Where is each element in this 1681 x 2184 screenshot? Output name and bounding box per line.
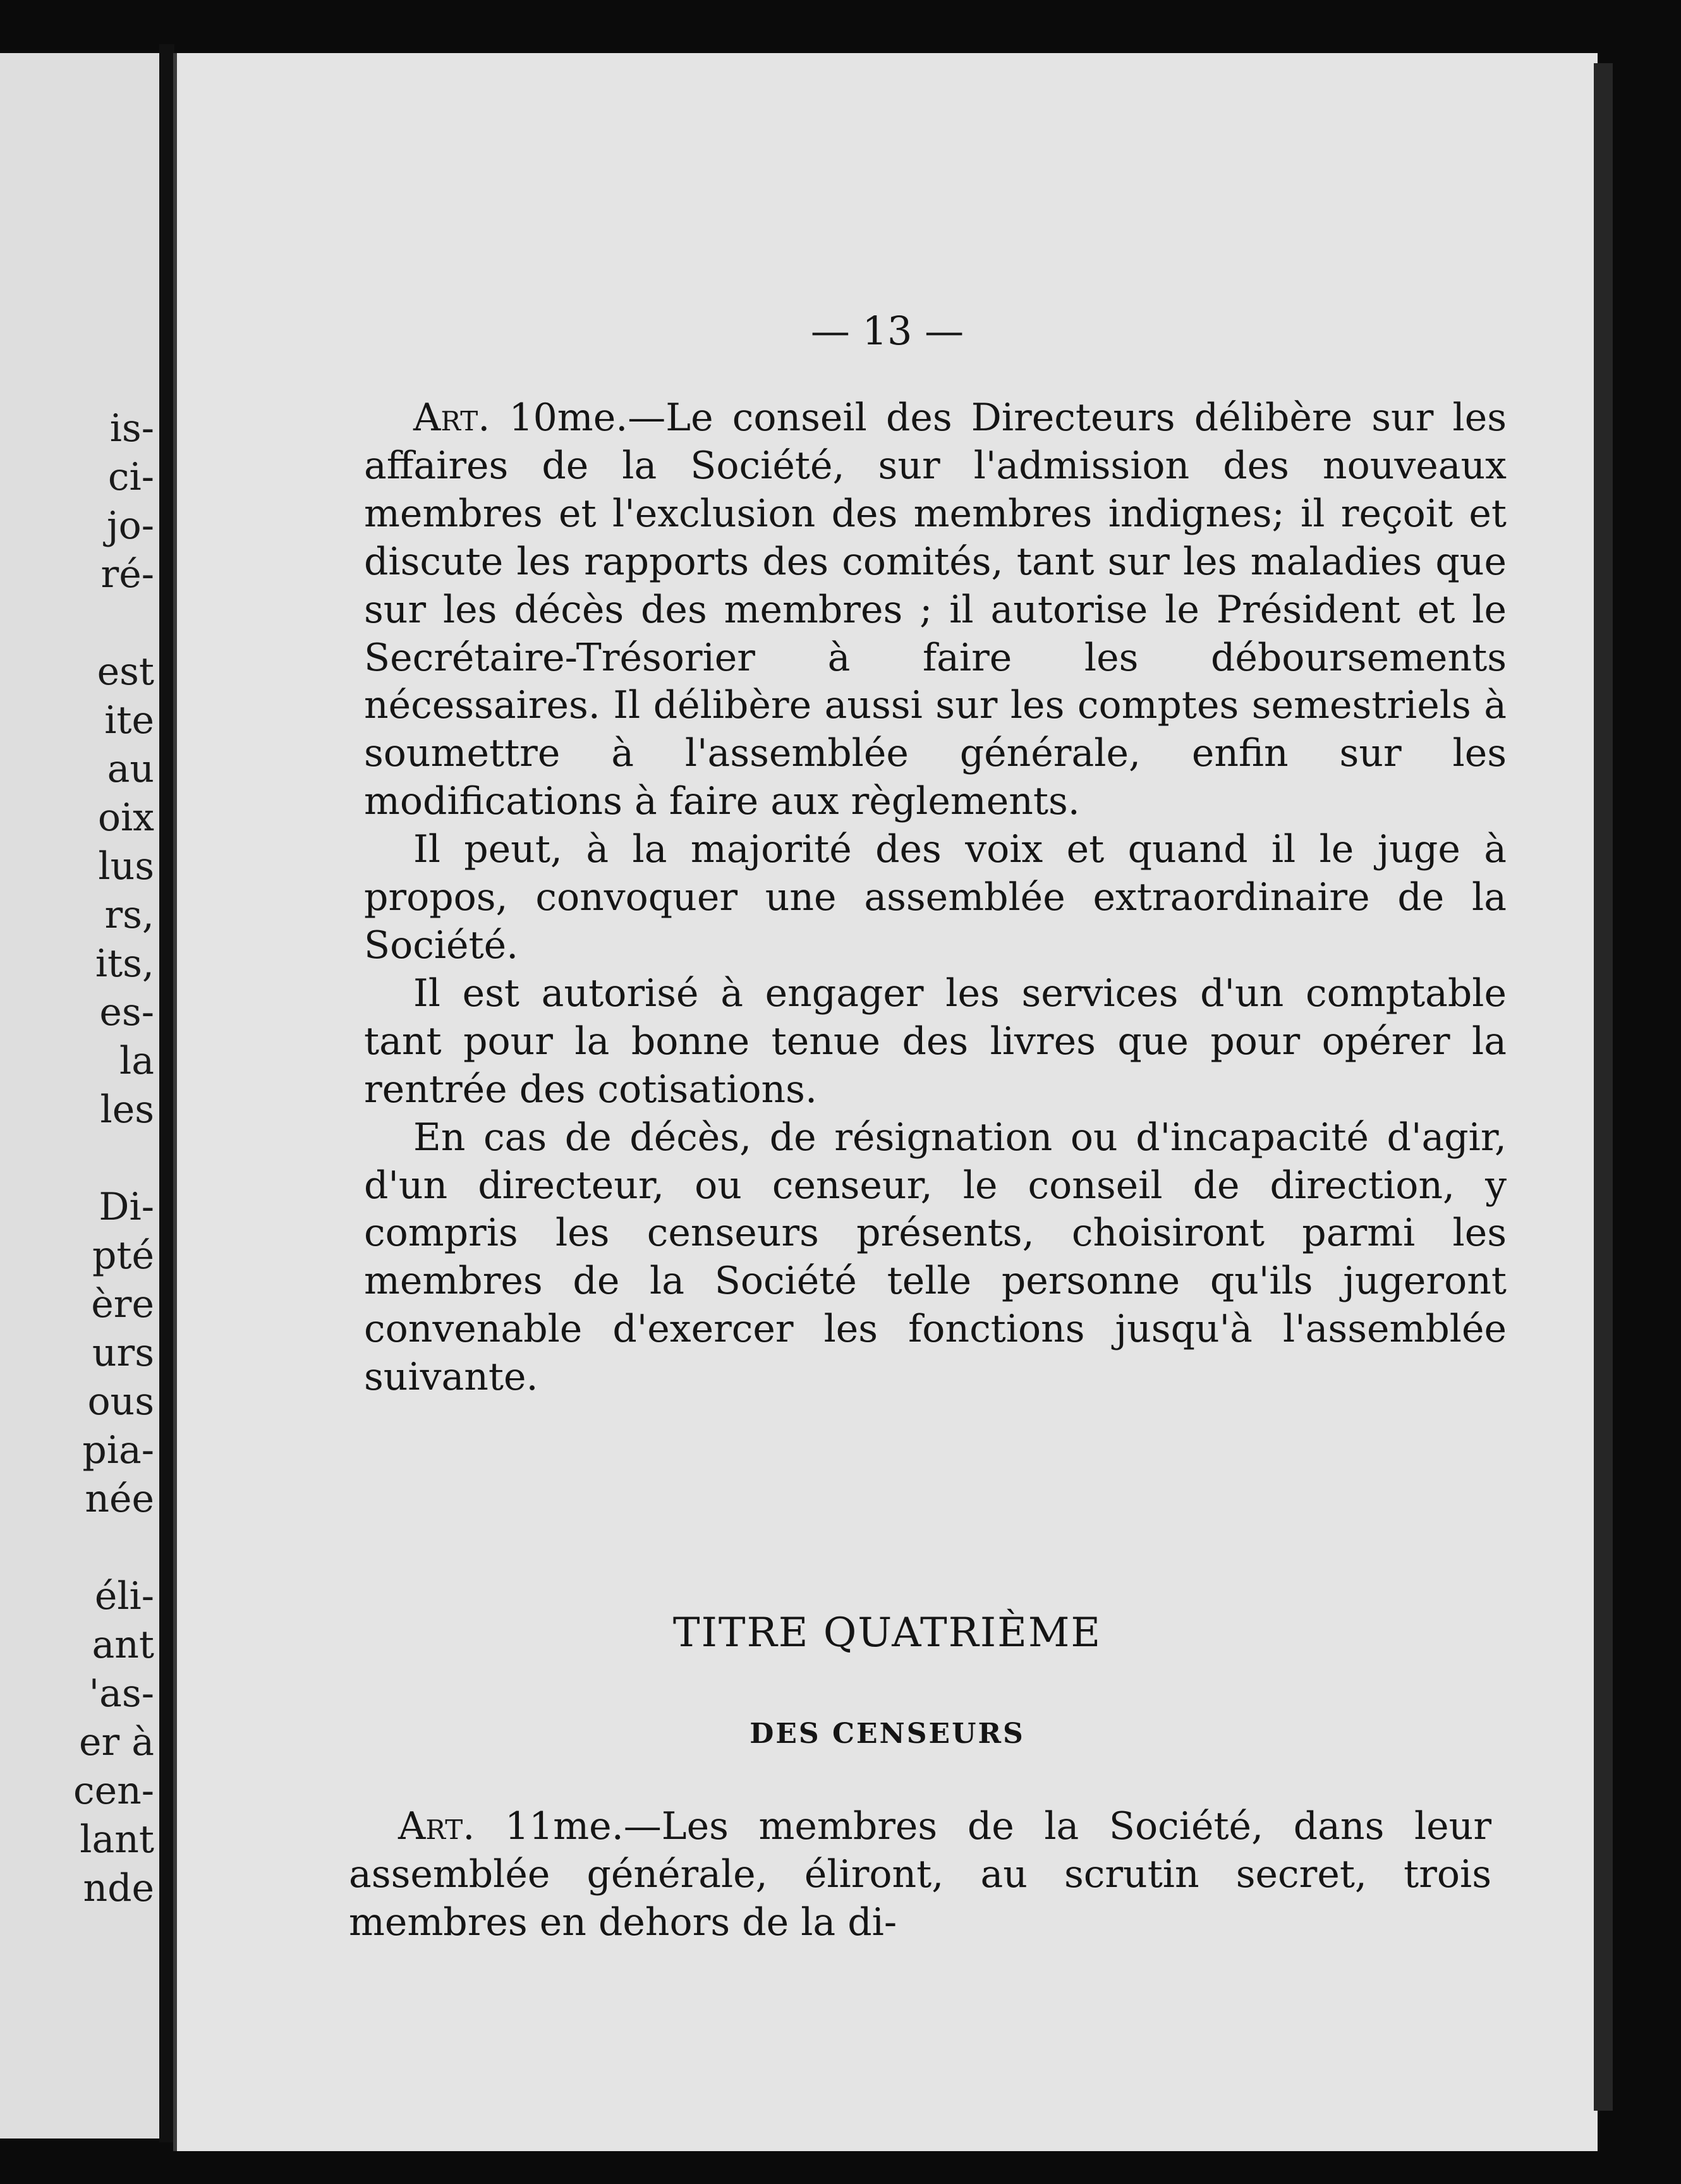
article-10 <box>364 394 1507 1402</box>
left-page-fragment: nde <box>83 1866 154 1910</box>
right-page <box>173 53 1598 2151</box>
left-page <box>0 53 163 2138</box>
article-10-paragraph-1 <box>364 394 1507 826</box>
left-page-fragment: lant <box>80 1817 154 1862</box>
article-11-text: —Les membres de la Société, dans leur assemblée générale, éliront, au scrutin secret, trois membres en dehors de la di- <box>349 1804 1491 1944</box>
left-page-fragment: ous <box>87 1380 154 1424</box>
page-edge-shadow <box>1594 63 1613 2111</box>
article-10-paragraph-4: En cas de décès, de résignation ou d'incapacité d'agir, d'un directeur, ou censeur, le conseil de direction, y compris les censeurs présents, choisiront parmi les membres de la Société telle personne qu'ils jugeront convenable d'exercer les fonctions jusqu'à l'assemblée suivante. <box>364 1115 1507 1400</box>
left-page-fragment: pia- <box>82 1428 154 1472</box>
left-page-fragment: Di- <box>99 1185 154 1229</box>
left-page-fragment <box>0 1134 154 1183</box>
left-page-fragment: ci- <box>107 455 154 499</box>
left-page-fragment: née <box>85 1477 154 1521</box>
article-number: 11me. <box>504 1804 624 1848</box>
left-page-fragment: est <box>97 650 154 694</box>
section-title: TITRE QUATRIÈME <box>672 1610 1102 1656</box>
article-label: Art. <box>413 396 490 440</box>
left-page-fragment: les <box>100 1088 154 1132</box>
left-page-fragment: urs <box>92 1331 154 1375</box>
left-page-fragment: lus <box>98 844 154 889</box>
left-page-fragment: ré- <box>100 552 154 597</box>
left-page-fragment: er à <box>78 1720 154 1764</box>
page-number: — 13 — <box>810 308 964 354</box>
book-gutter <box>159 44 174 2142</box>
left-page-fragment: es- <box>99 990 154 1034</box>
left-page-fragment: 'as- <box>88 1671 154 1716</box>
left-page-fragment: is- <box>109 406 154 451</box>
left-page-fragment: jo- <box>107 504 154 548</box>
article-11-paragraph <box>349 1802 1491 1946</box>
left-page-fragment: éli- <box>94 1574 154 1618</box>
left-page-fragment: la <box>119 1039 154 1083</box>
article-10-text-1: —Le conseil des Directeurs délibère sur les affaires de la Société, sur l'admission des nouveaux membres et l'exclusion des membres indignes; il reçoit et discute les rapports des comités, tant sur les maladies que sur les décès des membres ; il autorise le Président et le Secrétaire-Trésorier à faire les déboursements nécessaires. Il délibère aussi sur les comptes semestriels à soumettre à l'assemblée générale, enfin sur les modifications à faire aux règlements. <box>364 396 1507 824</box>
left-page-fragment: ite <box>104 698 154 743</box>
left-page-fragment: pté <box>92 1234 154 1278</box>
article-label: Art. <box>398 1804 475 1848</box>
article-10-paragraph-2: Il peut, à la majorité des voix et quand il le juge à propos, convoquer une assemblée extraordinaire de la Société. <box>364 827 1507 968</box>
section-subtitle: DES CENSEURS <box>749 1718 1025 1750</box>
left-page-fragment: ère <box>91 1282 154 1326</box>
left-page-fragment: au <box>107 747 154 791</box>
left-page-fragment: rs, <box>104 893 154 937</box>
left-page-fragment: cen- <box>73 1769 154 1813</box>
left-page-fragment: oix <box>97 796 154 840</box>
left-page-fragment: its, <box>95 942 154 986</box>
article-number: 10me. <box>509 396 628 440</box>
left-page-fragment <box>0 1524 154 1572</box>
left-page-fragment: ant <box>92 1623 154 1667</box>
left-page-fragment <box>0 599 154 648</box>
left-page-fragments <box>0 404 154 1913</box>
article-11 <box>349 1802 1491 1946</box>
article-10-paragraph-3: Il est autorisé à engager les services d'un comptable tant pour la bonne tenue des livres que pour opérer la rentrée des cotisations. <box>364 971 1507 1112</box>
